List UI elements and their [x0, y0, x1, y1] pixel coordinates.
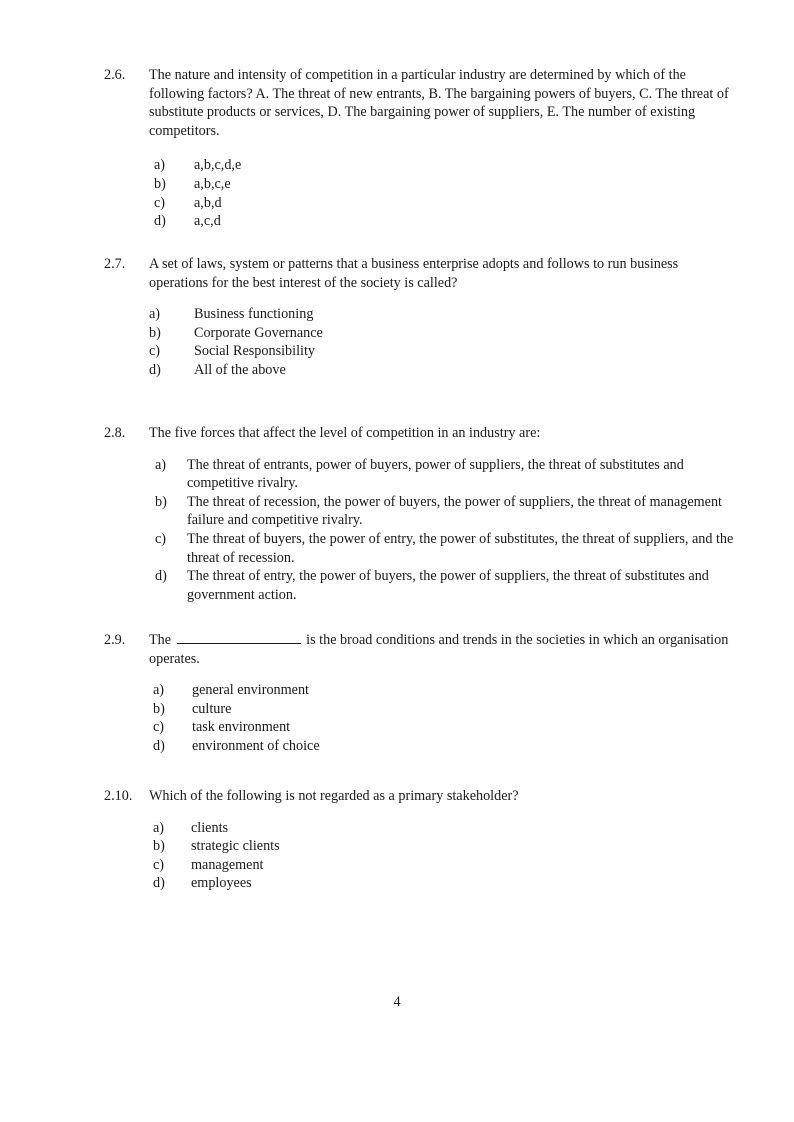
option-text: strategic clients: [191, 838, 280, 855]
question-number: 2.7.: [104, 256, 126, 272]
fill-in-blank: [177, 631, 301, 644]
option-b: [153, 837, 734, 856]
option-d: [154, 212, 734, 231]
question-2-10: [104, 787, 734, 893]
option-a: [153, 819, 734, 838]
question-text-after-blank: is the broad conditions and trends in the societies in which an organisation operates.: [149, 632, 729, 667]
question-2-7: [104, 255, 734, 380]
question-text-before-blank: The: [149, 632, 172, 648]
option-text: Business functioning: [194, 306, 314, 323]
option-c: [149, 342, 734, 361]
option-d: [153, 737, 734, 756]
option-list: [153, 681, 734, 755]
question-text: Which of the following is not regarded as a primary stakeholder?: [149, 788, 519, 804]
option-text: environment of choice: [192, 737, 320, 754]
question-2-6: [104, 66, 734, 231]
option-b: [153, 700, 734, 719]
question-2-9: [104, 631, 734, 756]
option-letter: b): [153, 838, 165, 855]
option-text: Corporate Governance: [194, 324, 323, 341]
option-b: [154, 175, 734, 194]
option-letter: a): [153, 819, 165, 836]
option-letter: d): [154, 213, 166, 230]
option-letter: b): [153, 700, 165, 717]
option-text: Social Responsibility: [194, 343, 315, 360]
question-number: 2.9.: [104, 632, 126, 648]
option-text: a,c,d: [194, 213, 221, 230]
option-a: [154, 156, 734, 175]
question-number: 2.6.: [104, 67, 126, 83]
question-text: [149, 631, 734, 668]
option-letter: a): [149, 306, 161, 323]
option-letter: c): [154, 194, 166, 211]
question-text: The nature and intensity of competition in a particular industry are determined by which of the following factors? A. The threat of new entrants, B. The bargaining powers of buyers, C. The threat of substitute products or services, D. The bargaining power of suppliers, E. The number of existing competitors.: [149, 67, 729, 139]
option-list: [149, 305, 734, 379]
option-letter: a): [153, 682, 165, 699]
option-text: The threat of recession, the power of buyers, the power of suppliers, the threat of management failure and competitive rivalry.: [187, 493, 722, 529]
option-letter: c): [153, 856, 165, 873]
option-letter: c): [149, 343, 161, 360]
option-text: a,b,c,d,e: [194, 157, 242, 174]
option-c: [153, 856, 734, 875]
option-letter: b): [155, 493, 167, 510]
option-a: [155, 456, 734, 493]
option-a: [153, 681, 734, 700]
option-letter: d): [153, 875, 165, 892]
option-text: All of the above: [194, 361, 286, 378]
option-letter: a): [155, 456, 167, 473]
option-d: [155, 567, 734, 604]
option-text: employees: [191, 875, 252, 892]
option-c: [153, 718, 734, 737]
option-list: [153, 819, 734, 893]
option-text: a,b,d: [194, 194, 222, 211]
option-c: [154, 194, 734, 213]
option-letter: c): [153, 719, 165, 736]
option-letter: b): [154, 175, 166, 192]
option-text: management: [191, 856, 264, 873]
page-number: 4: [393, 994, 401, 1010]
option-text: The threat of buyers, the power of entry, the power of substitutes, the threat of suppliers, and the threat of recession.: [187, 530, 734, 566]
option-letter: a): [154, 157, 166, 174]
option-text: general environment: [192, 682, 309, 699]
option-letter: b): [149, 324, 161, 341]
option-text: culture: [192, 700, 232, 717]
option-d: [149, 361, 734, 380]
option-b: [149, 324, 734, 343]
option-text: a,b,c,e: [194, 175, 231, 192]
option-d: [153, 874, 734, 893]
option-text: clients: [191, 819, 229, 836]
option-a: [149, 305, 734, 324]
option-letter: c): [155, 530, 167, 547]
option-c: [155, 530, 734, 567]
option-b: [155, 493, 734, 530]
option-letter: d): [155, 568, 167, 585]
question-2-8: [104, 424, 734, 604]
question-text: The five forces that affect the level of competition in an industry are:: [149, 425, 541, 441]
option-text: The threat of entrants, power of buyers, power of suppliers, the threat of substitutes and competitive rivalry.: [187, 456, 684, 492]
option-letter: d): [153, 737, 165, 754]
option-list: [154, 156, 734, 230]
option-text: task environment: [192, 719, 291, 736]
question-number: 2.8.: [104, 425, 126, 441]
option-text: The threat of entry, the power of buyers, the power of suppliers, the threat of substitutes and government action.: [187, 568, 709, 603]
question-number: 2.10.: [104, 788, 133, 804]
question-text: A set of laws, system or patterns that a business enterprise adopts and follows to run business operations for the best interest of the society is called?: [149, 256, 679, 291]
option-list: [155, 456, 734, 605]
option-letter: d): [149, 361, 161, 378]
